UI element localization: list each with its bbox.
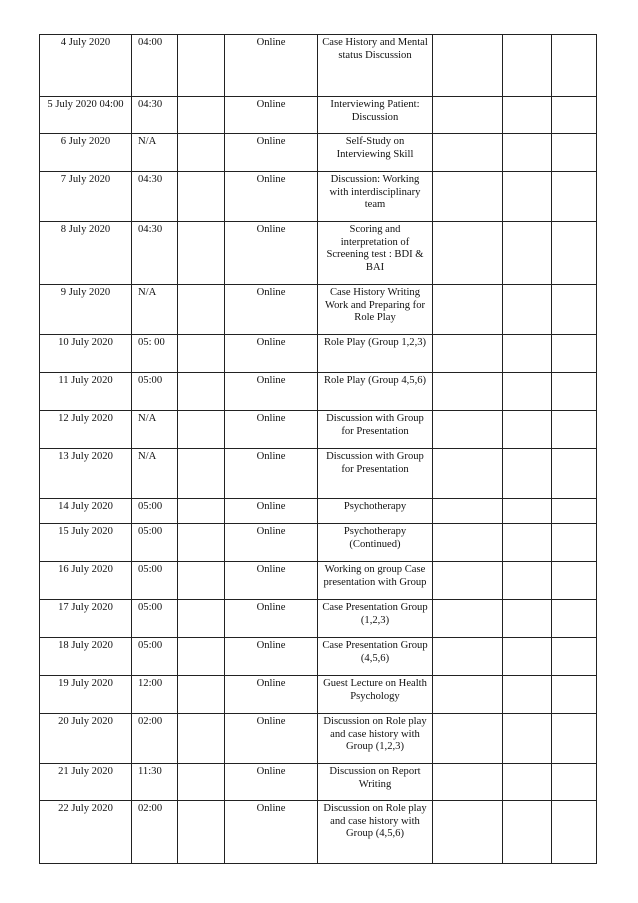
empty-cell	[552, 562, 597, 600]
topic-cell: Case History Writing Work and Preparing for Role Play	[318, 285, 433, 335]
empty-cell	[552, 600, 597, 638]
time-cell: 05:00	[132, 600, 178, 638]
empty-cell	[503, 222, 552, 285]
table-row	[40, 499, 597, 524]
empty-cell	[552, 285, 597, 335]
topic-cell: Self-Study on Interviewing Skill	[318, 134, 433, 172]
empty-cell	[433, 600, 503, 638]
empty-cell	[503, 449, 552, 499]
empty-cell	[433, 562, 503, 600]
empty-cell	[433, 524, 503, 562]
date-cell: 21 July 2020	[40, 764, 132, 801]
empty-cell	[503, 411, 552, 449]
date-cell: 10 July 2020	[40, 335, 132, 373]
empty-cell	[503, 172, 552, 222]
date-cell: 12 July 2020	[40, 411, 132, 449]
empty-cell	[503, 714, 552, 764]
empty-cell	[433, 801, 503, 864]
date-cell: 19 July 2020	[40, 676, 132, 714]
table-row	[40, 134, 597, 172]
topic-cell: Case Presentation Group (4,5,6)	[318, 638, 433, 676]
empty-cell	[552, 411, 597, 449]
empty-cell	[552, 222, 597, 285]
mode-cell: Online	[225, 335, 318, 373]
table-row	[40, 638, 597, 676]
table-row	[40, 373, 597, 411]
time-cell: 05:00	[132, 373, 178, 411]
empty-cell	[433, 335, 503, 373]
empty-cell	[178, 524, 225, 562]
topic-cell: Case History and Mental status Discussion	[318, 35, 433, 97]
mode-cell: Online	[225, 449, 318, 499]
empty-cell	[433, 134, 503, 172]
empty-cell	[552, 801, 597, 864]
empty-cell	[178, 134, 225, 172]
empty-cell	[552, 676, 597, 714]
date-cell: 13 July 2020	[40, 449, 132, 499]
mode-cell: Online	[225, 172, 318, 222]
date-cell: 18 July 2020	[40, 638, 132, 676]
empty-cell	[433, 285, 503, 335]
empty-cell	[178, 714, 225, 764]
time-cell: N/A	[132, 285, 178, 335]
empty-cell	[503, 373, 552, 411]
date-cell: 6 July 2020	[40, 134, 132, 172]
table-row	[40, 35, 597, 97]
empty-cell	[552, 172, 597, 222]
mode-cell: Online	[225, 562, 318, 600]
time-cell: 04:30	[132, 172, 178, 222]
time-cell: 04:30	[132, 222, 178, 285]
table-row	[40, 764, 597, 801]
mode-cell: Online	[225, 285, 318, 335]
empty-cell	[552, 764, 597, 801]
topic-cell: Psychotherapy	[318, 499, 433, 524]
empty-cell	[178, 449, 225, 499]
topic-cell: Role Play (Group 4,5,6)	[318, 373, 433, 411]
date-cell: 8 July 2020	[40, 222, 132, 285]
table-row	[40, 411, 597, 449]
mode-cell: Online	[225, 638, 318, 676]
topic-cell: Scoring and interpretation of Screening test : BDI & BAI	[318, 222, 433, 285]
empty-cell	[178, 335, 225, 373]
empty-cell	[503, 335, 552, 373]
time-cell: 02:00	[132, 801, 178, 864]
topic-cell: Discussion on Role play and case history with Group (1,2,3)	[318, 714, 433, 764]
empty-cell	[178, 35, 225, 97]
empty-cell	[503, 524, 552, 562]
empty-cell	[178, 801, 225, 864]
empty-cell	[178, 600, 225, 638]
empty-cell	[552, 373, 597, 411]
table-row	[40, 335, 597, 373]
empty-cell	[178, 638, 225, 676]
mode-cell: Online	[225, 801, 318, 864]
empty-cell	[178, 499, 225, 524]
empty-cell	[503, 562, 552, 600]
empty-cell	[178, 676, 225, 714]
mode-cell: Online	[225, 373, 318, 411]
empty-cell	[433, 676, 503, 714]
empty-cell	[178, 373, 225, 411]
empty-cell	[503, 97, 552, 134]
date-cell: 9 July 2020	[40, 285, 132, 335]
date-cell: 22 July 2020	[40, 801, 132, 864]
empty-cell	[552, 449, 597, 499]
mode-cell: Online	[225, 524, 318, 562]
mode-cell: Online	[225, 35, 318, 97]
date-cell: 14 July 2020	[40, 499, 132, 524]
topic-cell: Discussion with Group for Presentation	[318, 449, 433, 499]
time-cell: N/A	[132, 449, 178, 499]
empty-cell	[433, 499, 503, 524]
empty-cell	[503, 285, 552, 335]
date-cell: 16 July 2020	[40, 562, 132, 600]
empty-cell	[552, 35, 597, 97]
empty-cell	[552, 638, 597, 676]
empty-cell	[178, 222, 225, 285]
empty-cell	[433, 638, 503, 676]
date-cell: 4 July 2020	[40, 35, 132, 97]
empty-cell	[503, 764, 552, 801]
topic-cell: Working on group Case presentation with Group	[318, 562, 433, 600]
mode-cell: Online	[225, 764, 318, 801]
date-cell: 20 July 2020	[40, 714, 132, 764]
time-cell: 05:00	[132, 524, 178, 562]
table-row	[40, 172, 597, 222]
empty-cell	[433, 411, 503, 449]
empty-cell	[178, 411, 225, 449]
empty-cell	[503, 638, 552, 676]
empty-cell	[503, 499, 552, 524]
table-row	[40, 600, 597, 638]
table-row	[40, 285, 597, 335]
topic-cell: Guest Lecture on Health Psychology	[318, 676, 433, 714]
time-cell: 05:00	[132, 562, 178, 600]
empty-cell	[433, 764, 503, 801]
time-cell: 04:30	[132, 97, 178, 134]
empty-cell	[178, 764, 225, 801]
table-row	[40, 676, 597, 714]
time-cell: N/A	[132, 134, 178, 172]
empty-cell	[178, 97, 225, 134]
empty-cell	[433, 449, 503, 499]
time-cell: 05:00	[132, 499, 178, 524]
topic-cell: Discussion on Role play and case history with Group (4,5,6)	[318, 801, 433, 864]
table-row	[40, 714, 597, 764]
topic-cell: Discussion: Working with interdisciplinary team	[318, 172, 433, 222]
table-row	[40, 97, 597, 134]
empty-cell	[503, 801, 552, 864]
empty-cell	[178, 172, 225, 222]
topic-cell: Case Presentation Group (1,2,3)	[318, 600, 433, 638]
schedule-table	[39, 34, 597, 864]
date-cell: 5 July 2020 04:00	[40, 97, 132, 134]
empty-cell	[552, 335, 597, 373]
time-cell: N/A	[132, 411, 178, 449]
date-cell: 15 July 2020	[40, 524, 132, 562]
empty-cell	[433, 97, 503, 134]
mode-cell: Online	[225, 97, 318, 134]
table-row	[40, 801, 597, 864]
time-cell: 05:00	[132, 638, 178, 676]
empty-cell	[433, 172, 503, 222]
topic-cell: Discussion on Report Writing	[318, 764, 433, 801]
table-row	[40, 222, 597, 285]
empty-cell	[433, 222, 503, 285]
empty-cell	[552, 714, 597, 764]
empty-cell	[178, 285, 225, 335]
mode-cell: Online	[225, 134, 318, 172]
mode-cell: Online	[225, 714, 318, 764]
topic-cell: Psychotherapy (Continued)	[318, 524, 433, 562]
table-row	[40, 562, 597, 600]
topic-cell: Discussion with Group for Presentation	[318, 411, 433, 449]
empty-cell	[433, 714, 503, 764]
empty-cell	[503, 134, 552, 172]
empty-cell	[503, 35, 552, 97]
mode-cell: Online	[225, 499, 318, 524]
time-cell: 02:00	[132, 714, 178, 764]
mode-cell: Online	[225, 600, 318, 638]
empty-cell	[552, 134, 597, 172]
table-row	[40, 449, 597, 499]
empty-cell	[178, 562, 225, 600]
empty-cell	[433, 35, 503, 97]
time-cell: 12:00	[132, 676, 178, 714]
mode-cell: Online	[225, 676, 318, 714]
time-cell: 04:00	[132, 35, 178, 97]
mode-cell: Online	[225, 222, 318, 285]
mode-cell: Online	[225, 411, 318, 449]
date-cell: 11 July 2020	[40, 373, 132, 411]
empty-cell	[552, 499, 597, 524]
table-row	[40, 524, 597, 562]
time-cell: 05: 00	[132, 335, 178, 373]
empty-cell	[503, 676, 552, 714]
topic-cell: Interviewing Patient: Discussion	[318, 97, 433, 134]
date-cell: 7 July 2020	[40, 172, 132, 222]
schedule-body	[40, 35, 597, 864]
empty-cell	[433, 373, 503, 411]
empty-cell	[552, 524, 597, 562]
date-cell: 17 July 2020	[40, 600, 132, 638]
topic-cell: Role Play (Group 1,2,3)	[318, 335, 433, 373]
time-cell: 11:30	[132, 764, 178, 801]
empty-cell	[552, 97, 597, 134]
empty-cell	[503, 600, 552, 638]
